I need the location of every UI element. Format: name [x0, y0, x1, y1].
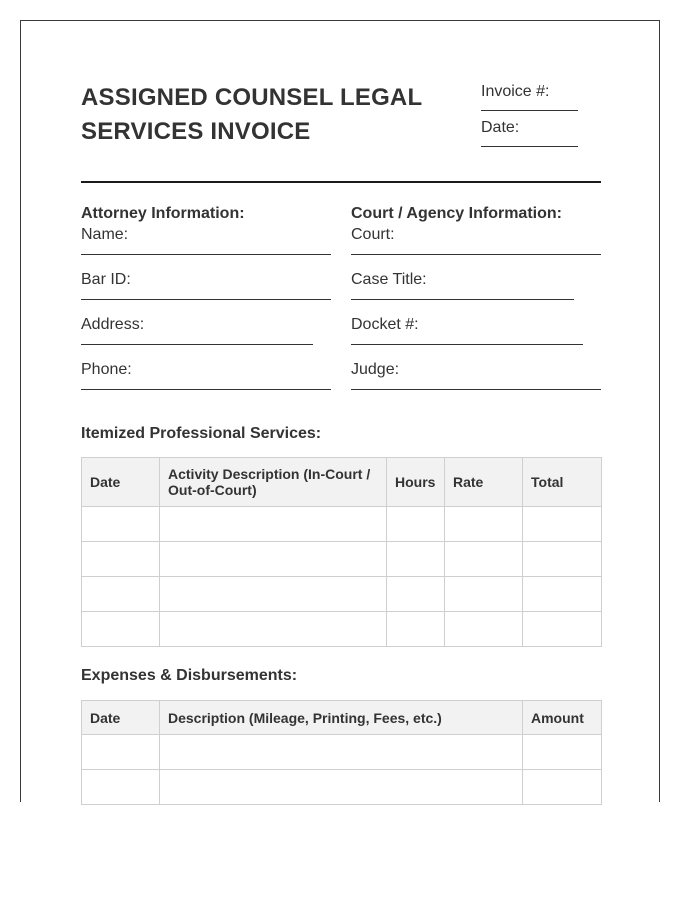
services-header-row	[82, 458, 602, 507]
judge-label: Judge:	[351, 361, 400, 378]
expenses-header-row	[82, 701, 602, 735]
invoice-date-label: Date:	[481, 119, 520, 136]
table-row	[82, 507, 602, 542]
invoice-meta	[481, 81, 591, 147]
court-info-heading: Court / Agency Information:	[351, 205, 562, 222]
court-label: Court:	[351, 226, 395, 243]
table-cell[interactable]	[445, 507, 523, 542]
invoice-date-field[interactable]	[481, 145, 578, 147]
table-cell[interactable]	[523, 577, 602, 612]
attorney-info-heading: Attorney Information:	[81, 205, 245, 222]
title-line-1: ASSIGNED COUNSEL LEGAL	[81, 84, 423, 111]
header-divider	[81, 181, 601, 183]
expenses-col-date: Date	[82, 701, 160, 735]
table-cell[interactable]	[523, 507, 602, 542]
invoice-title	[81, 81, 441, 149]
table-cell[interactable]	[82, 735, 160, 770]
table-cell[interactable]	[160, 507, 387, 542]
docket-label: Docket #:	[351, 316, 419, 333]
attorney-phone-label: Phone:	[81, 361, 132, 378]
table-cell[interactable]	[523, 612, 602, 647]
services-col-hours: Hours	[387, 458, 445, 507]
table-cell[interactable]	[160, 542, 387, 577]
expenses-table	[81, 700, 602, 805]
services-col-rate: Rate	[445, 458, 523, 507]
table-cell[interactable]	[445, 612, 523, 647]
table-cell[interactable]	[387, 507, 445, 542]
table-cell[interactable]	[82, 507, 160, 542]
table-cell[interactable]	[387, 612, 445, 647]
table-row	[82, 612, 602, 647]
attorney-address-label: Address:	[81, 316, 145, 333]
table-cell[interactable]	[523, 542, 602, 577]
services-col-date: Date	[82, 458, 160, 507]
table-cell[interactable]	[387, 542, 445, 577]
table-cell[interactable]	[523, 735, 602, 770]
title-line-2: SERVICES INVOICE	[81, 118, 311, 145]
expenses-col-amount: Amount	[523, 701, 602, 735]
table-row	[82, 770, 602, 805]
table-cell[interactable]	[387, 577, 445, 612]
table-row	[82, 577, 602, 612]
table-cell[interactable]	[82, 770, 160, 805]
services-col-activity: Activity Description (In-Court / Out-of-Court)	[160, 458, 387, 507]
attorney-info-section	[81, 204, 341, 390]
invoice-sheet	[20, 20, 660, 802]
table-cell[interactable]	[445, 577, 523, 612]
services-table	[81, 457, 602, 647]
table-cell[interactable]	[82, 577, 160, 612]
table-cell[interactable]	[82, 542, 160, 577]
court-info-section	[351, 204, 611, 390]
services-col-total: Total	[523, 458, 602, 507]
case-title-label: Case Title:	[351, 271, 427, 288]
table-cell[interactable]	[160, 612, 387, 647]
expenses-col-description: Description (Mileage, Printing, Fees, etc.)	[160, 701, 523, 735]
table-row	[82, 735, 602, 770]
table-cell[interactable]	[160, 577, 387, 612]
table-cell[interactable]	[160, 770, 523, 805]
table-cell[interactable]	[82, 612, 160, 647]
table-cell[interactable]	[160, 735, 523, 770]
attorney-name-label: Name:	[81, 226, 129, 243]
services-heading: Itemized Professional Services:	[81, 425, 322, 442]
table-row	[82, 542, 602, 577]
attorney-phone-field[interactable]	[81, 389, 331, 390]
invoice-number-label: Invoice #:	[481, 83, 550, 100]
table-cell[interactable]	[445, 542, 523, 577]
expenses-heading: Expenses & Disbursements:	[81, 667, 298, 684]
table-cell[interactable]	[523, 770, 602, 805]
attorney-bar-id-label: Bar ID:	[81, 271, 131, 288]
judge-field[interactable]	[351, 389, 601, 390]
